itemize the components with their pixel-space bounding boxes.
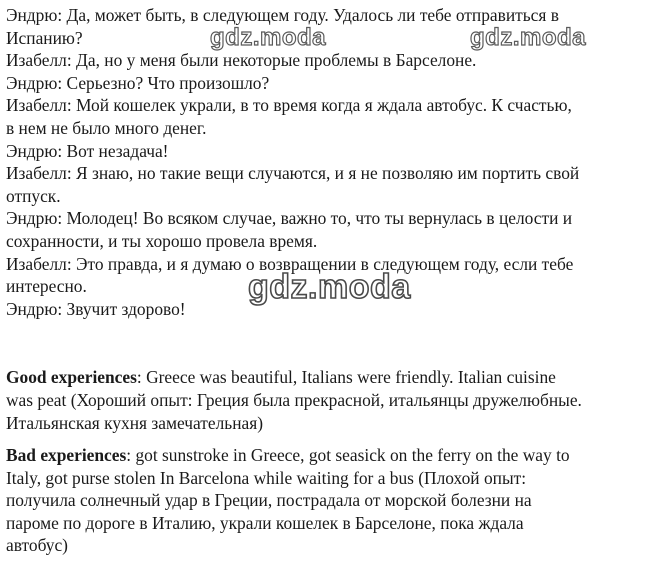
dialogue-line: Эндрю: Вот незадача! — [6, 140, 169, 161]
bad-experiences-line: Italy, got purse stolen In Barcelona while waiting for a bus (Плохой опыт: — [6, 467, 527, 488]
bad-experiences-text: : got sunstroke in Greece, got seasick on the ferry on the way to — [126, 445, 570, 466]
bad-experiences-paragraph — [6, 444, 650, 557]
good-experiences-line — [6, 366, 650, 389]
dialogue-line: Эндрю: Да, может быть, в следующем году. Удалось ли тебе отправиться в — [6, 5, 559, 25]
dialogue-line: отпуск. — [6, 185, 61, 206]
dialogue-line: интересно. — [6, 276, 87, 297]
bad-experiences-line: получила солнечный удар в Греции, пострадала от морской болезни на — [6, 490, 532, 511]
dialogue-line: Изабелл: Да, но у меня были некоторые проблемы в Барселоне. — [6, 50, 477, 71]
document-page — [6, 4, 650, 557]
bad-experiences-line — [6, 444, 650, 467]
good-experiences-line: Итальянская кухня замечательная) — [6, 412, 264, 433]
good-experiences-label: Good experiences — [6, 367, 137, 388]
good-experiences-text: : Greece was beautiful, Italians were friendly. Italian cuisine — [136, 367, 556, 388]
dialogue-line: Испанию? — [6, 27, 83, 48]
spacer — [6, 320, 650, 366]
dialogue-block — [6, 4, 650, 320]
bad-experiences-line: пароме по дороге в Италию, украли кошелек в Барселоне, пока ждала — [6, 512, 524, 533]
dialogue-line: Изабелл: Я знаю, но такие вещи случаются, и я не позволяю им портить свой — [6, 163, 580, 184]
watermark: gdz.moda — [210, 24, 326, 51]
good-experiences-line: was peat (Хороший опыт: Греция была прекрасной, итальянцы дружелюбные. — [6, 389, 582, 410]
dialogue-line: сохранности, и ты хорошо провела время. — [6, 230, 318, 251]
good-experiences-paragraph — [6, 366, 650, 434]
dialogue-line: Эндрю: Серьезно? Что произошло? — [6, 72, 270, 93]
watermark: gdz.moda — [248, 268, 411, 306]
bad-experiences-label: Bad experiences — [6, 445, 127, 466]
dialogue-line: Эндрю: Звучит здорово! — [6, 298, 186, 319]
dialogue-line: Эндрю: Молодец! Во всяком случае, важно то, что ты вернулась в целости и — [6, 208, 573, 229]
watermark: gdz.moda — [470, 24, 586, 51]
dialogue-line: Изабелл: Это правда, и я думаю о возвращении в следующем году, если тебе — [6, 253, 574, 274]
dialogue-line: Изабелл: Мой кошелек украли, в то время когда я ждала автобус. К счастью, — [6, 95, 572, 116]
bad-experiences-line: автобус) — [6, 535, 68, 556]
dialogue-line: в нем не было много денег. — [6, 117, 207, 138]
